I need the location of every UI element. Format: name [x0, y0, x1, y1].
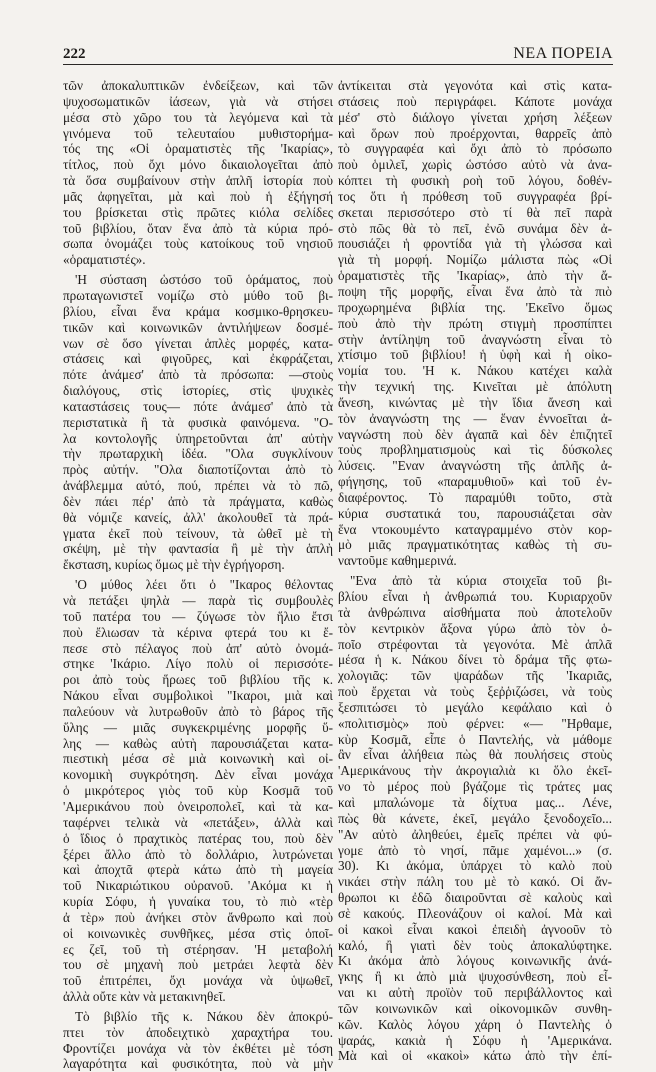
text-line: στάσεις ποὺ περιγράφει. Κάποτε μονάχα	[338, 93, 612, 109]
text-line: ὁ ἴδιος ὁ πραχτικὸς πατέρας του, ποὺ δὲν	[63, 830, 333, 846]
text-line: γιὰ τὴ μορφή. Νομίζω μάλιστα πὼς «Οἱ	[338, 252, 612, 268]
text-line: ψαράς, κακιὰ ἡ Σόφυ ἡ 'Αμερικάνα.	[338, 1032, 612, 1048]
text-line: παλεύουν νὰ λυτρωθοῦν ἀπὸ τὸ βάρος τῆς	[63, 703, 333, 719]
text-line: ταφέρνει τελικὰ νὰ «πετάξει», ἀλλὰ καὶ	[63, 814, 333, 830]
text-line: τὸν κεντρικὸν ἄξονα γύρω ἀπὸ τὸν ὁ-	[338, 620, 612, 636]
text-line: τὰ ἀνθρώπινα αἰσθήματα ποὺ ἀποτελοῦν	[338, 604, 612, 620]
text-line: μέσ' στὸ διάλογο γίνεται χρήση λέξεων	[338, 109, 612, 125]
text-line: τοῦ Νικαριώτικου οὐρανοῦ. 'Ακόμα κι ἡ	[63, 878, 333, 894]
text-line: προχωρημένα βιβλία της. 'Εκεῖνο ὅμως	[338, 299, 612, 315]
text-line: «πολιτισμὸς» ποὺ φέρνει: «— "Ηρθαμε,	[338, 715, 612, 731]
text-line: πεσε στὸ πέλαγος ποὺ ἀπ' αὐτὸ ὀνομά-	[63, 640, 333, 656]
text-line: λα κοντολογῆς ὑπηρετοῦνται ἀπ' αὐτὴν	[63, 430, 333, 446]
text-line: βλίου, εἶναι ἕνα κράμα κοσμικο-θρησκευ-	[63, 303, 333, 319]
text-line: ἀνάβλεμμα αὐτό, πού, πρέπει νὰ τὸ πῶ,	[63, 478, 333, 494]
text-line: καλό, ἢ γιατὶ δὲν τοὺς ἀποκαλύφτηκε.	[338, 937, 612, 953]
text-line: σωπα ὀνομάζει τοὺς κατοίκους τοῦ νησιοῦ	[63, 236, 333, 252]
text-line: βλίου εἶναι ἡ ἀνθρωπιά του. Κυριαρχοῦν	[338, 589, 612, 604]
text-line: "Ενα ἀπὸ τὰ κύρια στοιχεῖα τοῦ βι-	[350, 573, 612, 589]
text-line: πότε ἀνάμεσ' ἀπὸ τὰ πρόσωπα: —στοὺς	[63, 367, 333, 383]
text-line: τικῶν καὶ κοινωνικῶν ἀντιλήψεων δοσμέ-	[63, 319, 333, 335]
text-line: στάσεις καὶ φιγοῦρες, καὶ ἐκφράζεται,	[63, 351, 333, 367]
text-line: τὸν ἀναγνώστη της — ἕναν ἐννοεῖται ἀ-	[338, 410, 612, 426]
text-line: ποὺ ἔρχεται νὰ τοὺς ξεῤῥιζώσει, νὰ τοὺς	[338, 684, 612, 700]
text-line: καὶ ὅρων ποὺ προέρχονται, θαρρεῖς ἀπὸ	[338, 125, 612, 141]
text-line: φήγησης, τοῦ «παραμυθιοῦ» καὶ τοῦ ἐν-	[338, 474, 612, 490]
text-line: ξέρει ἄλλο ἀπὸ τὸ δολλάριο, λυτρώνεται	[63, 846, 333, 862]
text-line: κύρια συστατικά του, παρουσιάζεται σὰν	[338, 505, 612, 521]
text-line: σκέψη, μὲ τὴν φαντασία ἢ μὲ τὴν ἁπλὴ	[63, 541, 333, 557]
text-line: πτει τὸν ἀποδειχτικὸ χαραχτήρα του.	[63, 1024, 333, 1040]
text-line: 30). Κι ἀκόμα, ὑπάρχει τὸ καλὸ ποὺ	[338, 858, 612, 874]
text-line: καταστάσεις τους— πότε ἀνάμεσ' ἀπὸ τὰ	[63, 398, 333, 414]
text-line: ψυχοσωματικῶν ἰάσεων, γιὰ νὰ στήσει	[63, 93, 333, 109]
text-line: τοῦ πατέρα του — ζύγωσε τὸν ἥλιο ἔτσι	[63, 608, 333, 624]
text-line: ναντοῦμε καθημερινά.	[338, 553, 457, 569]
text-line: ποὺ ἔλιωσαν τὰ κέρινα φτερά του κι ἔ-	[63, 624, 333, 640]
text-line: γομε ἀπὸ τὸ νησί, πᾶμε χαμένοι...» (σ.	[338, 842, 612, 858]
page-number: 222	[63, 46, 86, 62]
text-line: οἱ κοινωνικὲς συνθῆκες, μέσα στὶς ὁποῖ-	[63, 925, 333, 941]
text-line: καὶ ἀποχτᾶ φτερὰ κάτω ἀπὸ τὴ μαγεία	[63, 862, 333, 878]
text-line: τοῦ βιβλίου, ὅταν ἕνα ἀπὸ τὰ κύρια πρό-	[63, 220, 333, 236]
text-line: χολογιᾶς: τῶν ψαράδων τῆς 'Ικαριᾶς,	[338, 668, 612, 684]
text-line: 'Αμερικάνου ποὺ ὀνειροπολεῖ, καὶ τὰ κα-	[63, 798, 333, 814]
text-line: ξεσπιτώσει τὸ μεγάλο κεφάλαιο καὶ ὁ	[338, 699, 612, 715]
text-line: ροι ἀπὸ τοὺς ἥρωες τοῦ βιβλίου τῆς κ.	[63, 672, 333, 688]
text-line: Φροντίζει μονάχα νὰ τὸν ἐκθέτει μὲ τόση	[63, 1040, 333, 1056]
text-line: τὴν πρωταρχικὴ ἰδέα. "Ολα συγκλίνουν	[63, 446, 333, 462]
right-text-column	[338, 78, 612, 1064]
text-line: κὺρ Κοσμᾶ, εἶπε ὁ Παντελής, νὰ μάθομε	[338, 731, 612, 747]
text-line: χτίσιμο τοῦ βιβλίου! ἡ ὑφὴ καὶ ἡ οἰκο-	[338, 347, 612, 363]
text-line: τος ὅτι ἡ πρόθεση τοῦ συγγραφέα βρί-	[338, 188, 612, 204]
text-line: μᾶς ἀφηγεῖται, μὰ καὶ ποὺ ἡ ἐξήγησή	[63, 188, 333, 204]
text-line: του βρίσκεται στὶς πρῶτες κιόλα σελίδες	[63, 204, 333, 220]
text-line: ποὺ ἀπὸ τὴν πρώτη στιγμὴ προσπίπτει	[338, 315, 612, 331]
text-line: ναγνώστη ποὺ δὲν ἀγαπᾶ καὶ δὲν ἐπιζητεῖ	[338, 426, 612, 442]
text-line: λης — καθὼς αὐτὴ παρουσιάζεται κατα-	[63, 735, 333, 751]
text-line: ποῖο στρέφονται τὰ γεγονότα. Μὲ ἁπλᾶ	[338, 636, 612, 652]
text-line: τὰ ὅσα συμβαίνουν στὴν ἁπλῆ ἱστορία ποὺ	[63, 173, 333, 189]
text-line: τίτλος, ποὺ ὄχι μόνο δικαιολογεῖται ἀπὸ	[63, 157, 333, 173]
text-line: δὲν πάει πέρ' ἀπὸ τὰ πράγματα, καθὼς	[63, 493, 333, 509]
text-line: γινόμενα τοῦ τελευταίου μυθιστορήμα-	[63, 125, 333, 141]
text-line: ες ζεῖ, τοῦ τὴ στέρησαν. 'Η μεταβολή	[63, 941, 333, 957]
text-line: γκης ἢ κι ἀπὸ μιὰ ψυχοσύνθεση, ποὺ εἶ-	[338, 969, 612, 985]
left-text-column	[63, 78, 333, 1072]
text-line: σκεται περισσότερο στὸ τί θὰ πεῖ παρὰ	[338, 204, 612, 220]
text-line: ἀντίκειται στὰ γεγονότα καὶ στὶς κατα-	[338, 78, 612, 93]
text-line: 'Ο μύθος λέει ὅτι ὁ "Ικαρος θέλοντας	[75, 577, 333, 593]
text-line: 'Η σύσταση ὡστόσο τοῦ ὁράματος, ποὺ	[75, 272, 333, 288]
text-line: τῶν κοινωνικῶν καὶ οἰκονομικῶν συνθη-	[338, 1000, 612, 1016]
text-line: λύσεις. "Εναν ἀναγνώστη τῆς ἁπλῆς ἀ-	[338, 458, 612, 474]
text-line: «ὁραματιστές».	[63, 252, 146, 268]
text-line: "Αν αὐτὸ ἀληθεύει, ἐμεῖς πρέπει νὰ φύ-	[338, 826, 612, 842]
text-line: κῶν. Καλὸς λόγου χάρη ὁ Παντελὴς ὁ	[338, 1016, 612, 1032]
text-line: ποὺ ὁμιλεῖ, χωρὶς ὡστόσο αὐτὸ νὰ ἀνα-	[338, 157, 612, 173]
text-line: θρωποι κι ἐδῶ διαιροῦνται σὲ καλοὺς καὶ	[338, 890, 612, 906]
text-line: μέσα ἡ κ. Νάκου δίνει τὸ δράμα τῆς φτω-	[338, 652, 612, 668]
text-line: ἕνα ντοκουμέντο καταγραμμένο στὸν κορ-	[338, 521, 612, 537]
text-line: λαγαρότητα καὶ φυσικότητα, ποὺ νὰ μὴν	[63, 1056, 333, 1072]
text-line: τός της «Οἱ ὁραματιστὲς τῆς 'Ικαρίας»,	[63, 141, 333, 157]
text-line: πὼς θὰ κάνετε, ἐκεῖ, μεγάλο ξενοδοχεῖο...	[338, 810, 612, 826]
text-line: του σὲ μηχανὴ ποὺ μετράει λεφτὰ δὲν	[63, 957, 333, 973]
text-line: καὶ μπαλώνομε τὰ δίχτυα μας... Λένε,	[338, 794, 612, 810]
text-line: σὲ κακούς. Πλεονάζουν οἱ καλοί. Μὰ καὶ	[338, 905, 612, 921]
text-line: νομία του. 'Η κ. Νάκου κατέχει καλὰ	[338, 363, 612, 379]
text-line: ὁ μικρότερος γιὸς τοῦ κὺρ Κοσμᾶ τοῦ	[63, 783, 333, 799]
text-line: Τὸ βιβλίο τῆς κ. Νάκου δὲν ἀποκρύ-	[75, 1008, 333, 1024]
text-line: πιεστικὴ μέσα σὲ μιὰ κοινωνικὴ καὶ οἰ-	[63, 751, 333, 767]
text-line: θὰ νόμιζε κανείς, ἀλλ' ἀκολουθεῖ τὰ πρά-	[63, 509, 333, 525]
text-line: ἀλλὰ οὔτε κὰν νὰ μετακινηθεῖ.	[63, 989, 226, 1005]
text-line: πουσιάζει ἡ φροντίδα γιὰ τὴ γλώσσα καὶ	[338, 236, 612, 252]
text-line: Νάκου εἶναι συμβολικοὶ "Ικαροι, μιὰ καὶ	[63, 688, 333, 704]
text-line: στὴν ἀντίληψη τοῦ ἀναγνώστη εἶναι τὸ	[338, 331, 612, 347]
text-line: νων σὲ ὅσο γίνεται ἁπλὲς μορφές, κατα-	[63, 335, 333, 351]
text-line: νικάει στὴν πάλη του μὲ τὸ κακό. Οἱ ἄν-	[338, 874, 612, 890]
text-line: κυρία Σόφυ, ἡ γυναίκα του, τὸ πιὸ «τὲρ	[63, 894, 333, 910]
text-line: τὸ συγγραφέα καὶ ὄχι ἀπὸ τὸ πρόσωπο	[338, 141, 612, 157]
text-line: Κι ἀκόμα ἀπὸ λόγους κοινωνικῆς ἀνά-	[338, 953, 612, 969]
text-line: τοὺς προβληματισμοὺς καὶ τὶς δύσκολες	[338, 442, 612, 458]
text-line: πρὸς αὐτήν. "Ολα διαποτίζονται ἀπὸ τὸ	[63, 462, 333, 478]
text-line: στὸ πῶς θὰ τὸ πεῖ, ἐνῶ συνάμα δὲν ἀ-	[338, 220, 612, 236]
text-line: τὴν τεχνική της. Κινεῖται μὲ ἀπόλυτη	[338, 379, 612, 395]
text-line: τῶν ἀποκαλυπτικῶν ἐνδείξεων, καὶ τῶν	[63, 78, 333, 93]
text-line: οἱ κακοὶ εἶναι κακοὶ ἐπειδὴ ἀγνοοῦν τὸ	[338, 921, 612, 937]
text-line: ἂν εἶναι ἀλήθεια πὼς θὰ πουλήσεις στοὺς	[338, 747, 612, 763]
text-line: ὕλης — μιᾶς συγκεκριμένης μορφῆς ὕ-	[63, 719, 333, 735]
text-line: Μὰ καὶ οἱ «κακοὶ» κάτω ἀπὸ τὴν ἐπί-	[338, 1048, 612, 1064]
text-line: ἀ τὲρ» ποὺ ἀνήκει στὸν ἄνθρωπο καὶ ποὺ	[63, 909, 333, 925]
text-line: στηκε 'Ικάριο. Λίγο πολὺ οἱ περισσότε-	[63, 656, 333, 672]
text-line: νὰ πετάξει ψηλὰ — παρὰ τὶς συμβουλὲς	[63, 593, 333, 608]
text-line: κόπτει τὴ φυσικὴ ροὴ τοῦ λόγου, δοθέν-	[338, 173, 612, 189]
text-line: ἔκσταση, κυρίως ὅμως μὲ τὴν ἐγρήγορση.	[63, 557, 285, 573]
text-line: διαλόγους, στὶς ἱστορίες, στὶς ψυχικὲς	[63, 383, 333, 399]
text-line: ἄνεση, κινώντας μὲ τὴν ἴδια ἄνεση καὶ	[338, 394, 612, 410]
running-header	[63, 44, 613, 65]
text-line: κονομικὴ συγκρότηση. Δὲν εἶναι μονάχα	[63, 767, 333, 783]
journal-title: ΝΕΑ ΠΟΡΕΙΑ	[513, 45, 613, 62]
text-line: ναι κι αὐτὴ προϊὸν τοῦ περιβάλλοντος καὶ	[338, 985, 612, 1001]
text-line: διαφέροντος. Τὸ παραμύθι τοῦτο, στὰ	[338, 489, 612, 505]
text-line: 'Αμερικάνους τὴν ἀκρογιαλιὰ κι ὅλο ἐκεῖ-	[338, 763, 612, 779]
text-line: νο τὸ μέρος ποὺ βγάζομε τὶς τράτες μας	[338, 779, 612, 795]
text-line: τοῦ ἐπιτρέπει, ὄχι μονάχα νὰ ὑψωθεῖ,	[63, 973, 333, 989]
text-line: γματα ἐκεῖ ποὺ τείνουν, τὰ ὠθεῖ μὲ τὴ	[63, 525, 333, 541]
text-line: μὸ μιᾶς πραγματικότητας καθὼς τὴ συ-	[338, 537, 612, 553]
text-line: πρωταγωνιστεῖ νομίζω στὸ μύθο τοῦ βι-	[63, 287, 333, 303]
text-line: ὁραματιστὲς τῆς 'Ικαρίας», ἀπὸ τὴν ἄ-	[338, 268, 612, 284]
text-line: περιστατικὰ ἢ τὰ φυσικὰ φαινόμενα. "Ο-	[63, 414, 333, 430]
text-line: μέσα στὸ χῶρο του τὰ λεγόμενα καὶ τὰ	[63, 109, 333, 125]
text-line: ποψη τῆς μορφῆς, εἶναι ἕνα ἀπὸ τὰ πιὸ	[338, 283, 612, 299]
